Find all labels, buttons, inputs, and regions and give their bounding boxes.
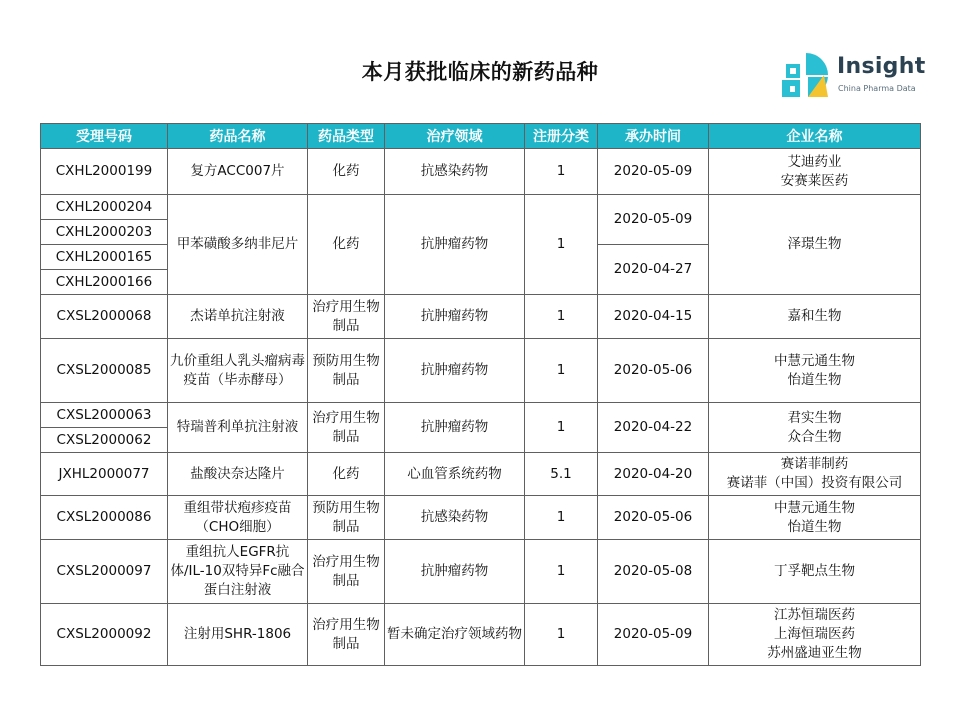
- insight-logo-subtitle: China Pharma Data: [838, 84, 916, 93]
- registration-class-cell: 1: [525, 149, 598, 195]
- accept-date-cell: 2020-05-09: [598, 149, 709, 195]
- drug-name-cell: 重组抗人EGFR抗体/IL-10双特异Fc融合蛋白注射液: [168, 540, 308, 604]
- accept-date-cell: 2020-04-27: [598, 245, 709, 295]
- accept-date-cell: 2020-05-09: [598, 604, 709, 666]
- drug-name-cell: 盐酸决奈达隆片: [168, 453, 308, 496]
- accept-number-cell: CXSL2000085: [41, 339, 168, 403]
- company-name-line: 赛诺菲制药: [780, 456, 849, 472]
- header-registration-class: 注册分类: [525, 124, 598, 149]
- therapy-area-cell: 抗肿瘤药物: [385, 403, 525, 453]
- drug-name-cell: 甲苯磺酸多纳非尼片: [168, 195, 308, 295]
- table-row: [41, 496, 921, 540]
- header-therapy-area: 治疗领域: [385, 124, 525, 149]
- table-row: [41, 540, 921, 604]
- drug-type-cell: 治疗用生物制品: [308, 403, 385, 453]
- therapy-area-cell: 抗肿瘤药物: [385, 339, 525, 403]
- company-name-line: 中慧元通生物: [774, 499, 855, 516]
- registration-class-cell: 1: [525, 604, 598, 666]
- drug-name-cell: 杰诺单抗注射液: [168, 295, 308, 339]
- accept-date-cell: 2020-05-06: [598, 339, 709, 403]
- registration-class-cell: 1: [525, 403, 598, 453]
- therapy-area-cell: 抗肿瘤药物: [385, 540, 525, 604]
- header-drug-name: 药品名称: [168, 124, 308, 149]
- table-row: [41, 295, 921, 339]
- company-name-line: 怡道生物: [787, 371, 842, 388]
- company-name-line: 嘉和生物: [787, 308, 842, 324]
- drug-type-cell: 化药: [308, 149, 385, 195]
- drug-type-cell: 预防用生物制品: [308, 339, 385, 403]
- registration-class-cell: 1: [525, 339, 598, 403]
- accept-number-cell: CXSL2000097: [41, 540, 168, 604]
- drug-name-cell: 注射用SHR-1806: [168, 604, 308, 666]
- therapy-area-cell: 抗感染药物: [385, 496, 525, 540]
- company-name-line: 江苏恒瑞医药: [774, 607, 855, 623]
- company-name-line: 丁孚靶点生物: [774, 563, 855, 579]
- drug-type-cell: 治疗用生物制品: [308, 540, 385, 604]
- registration-class-cell: 1: [525, 496, 598, 540]
- insight-logo-brand: Insight: [837, 54, 926, 79]
- accept-date-cell: 2020-04-20: [598, 453, 709, 496]
- drug-name-cell: 特瑞普利单抗注射液: [168, 403, 308, 453]
- table-row: [41, 453, 921, 496]
- header-accept-date: 承办时间: [598, 124, 709, 149]
- table-row: [41, 149, 921, 195]
- insight-logo-icon: [780, 50, 832, 100]
- company-cell: [709, 604, 921, 666]
- drug-name-cell: 九价重组人乳头瘤病毒疫苗（毕赤酵母）: [168, 339, 308, 403]
- accept-number-cell: CXHL2000165: [41, 245, 168, 270]
- accept-date-cell: 2020-05-09: [598, 195, 709, 245]
- company-cell: [709, 453, 921, 496]
- drug-type-cell: 化药: [308, 195, 385, 295]
- registration-class-cell: 1: [525, 195, 598, 295]
- accept-number-cell: CXHL2000166: [41, 270, 168, 295]
- therapy-area-cell: 抗感染药物: [385, 149, 525, 195]
- accept-number-cell: CXSL2000092: [41, 604, 168, 666]
- company-cell: [709, 540, 921, 604]
- registration-class-cell: 1: [525, 540, 598, 604]
- therapy-area-cell: 抗肿瘤药物: [385, 195, 525, 295]
- table-row: [41, 604, 921, 666]
- accept-number-cell: JXHL2000077: [41, 453, 168, 496]
- drug-approval-table: [40, 123, 921, 666]
- drug-name-cell: 重组带状疱疹疫苗（CHO细胞）: [168, 496, 308, 540]
- drug-type-cell: 治疗用生物制品: [308, 604, 385, 666]
- company-cell: [709, 403, 921, 453]
- drug-name-cell: 复方ACC007片: [168, 149, 308, 195]
- company-cell: [709, 195, 921, 295]
- header-company: 企业名称: [709, 124, 921, 149]
- company-name-line: 艾迪药业: [787, 153, 842, 170]
- accept-date-cell: 2020-04-15: [598, 295, 709, 339]
- therapy-area-cell: 暂未确定治疗领域药物: [385, 604, 525, 666]
- table-row: [41, 195, 921, 220]
- accept-number-cell: CXSL2000068: [41, 295, 168, 339]
- company-name-line: 君实生物: [787, 409, 842, 426]
- company-name-line: 安赛莱医药: [780, 172, 849, 189]
- company-cell: [709, 295, 921, 339]
- company-cell: [709, 149, 921, 195]
- drug-type-cell: 预防用生物制品: [308, 496, 385, 540]
- insight-logo: [780, 50, 940, 100]
- table-row: [41, 339, 921, 403]
- therapy-area-cell: 抗肿瘤药物: [385, 295, 525, 339]
- company-name-line: 苏州盛迪亚生物: [767, 645, 862, 661]
- company-name-line: 怡道生物: [787, 518, 842, 535]
- accept-number-cell: CXHL2000203: [41, 220, 168, 245]
- accept-date-cell: 2020-04-22: [598, 403, 709, 453]
- company-cell: [709, 339, 921, 403]
- table-row: [41, 403, 921, 428]
- accept-date-cell: 2020-05-08: [598, 540, 709, 604]
- company-name-line: 泽璟生物: [787, 236, 842, 252]
- page-title: 本月获批临床的新药品种: [361, 60, 599, 84]
- company-name-line: 众合生物: [787, 428, 842, 445]
- company-name-line: 上海恒瑞医药: [774, 626, 855, 642]
- accept-number-cell: CXHL2000199: [41, 149, 168, 195]
- accept-number-cell: CXHL2000204: [41, 195, 168, 220]
- registration-class-cell: 5.1: [525, 453, 598, 496]
- drug-type-cell: 治疗用生物制品: [308, 295, 385, 339]
- drug-type-cell: 化药: [308, 453, 385, 496]
- company-cell: [709, 496, 921, 540]
- header-drug-type: 药品类型: [308, 124, 385, 149]
- company-name-line: 赛诺菲（中国）投资有限公司: [726, 475, 903, 491]
- company-name-line: 中慧元通生物: [774, 352, 855, 369]
- accept-date-cell: 2020-05-06: [598, 496, 709, 540]
- accept-number-cell: CXSL2000086: [41, 496, 168, 540]
- header-accept-number: 受理号码: [41, 124, 168, 149]
- therapy-area-cell: 心血管系统药物: [385, 453, 525, 496]
- registration-class-cell: 1: [525, 295, 598, 339]
- table-header-row: [41, 124, 921, 149]
- accept-number-cell: CXSL2000062: [41, 428, 168, 453]
- accept-number-cell: CXSL2000063: [41, 403, 168, 428]
